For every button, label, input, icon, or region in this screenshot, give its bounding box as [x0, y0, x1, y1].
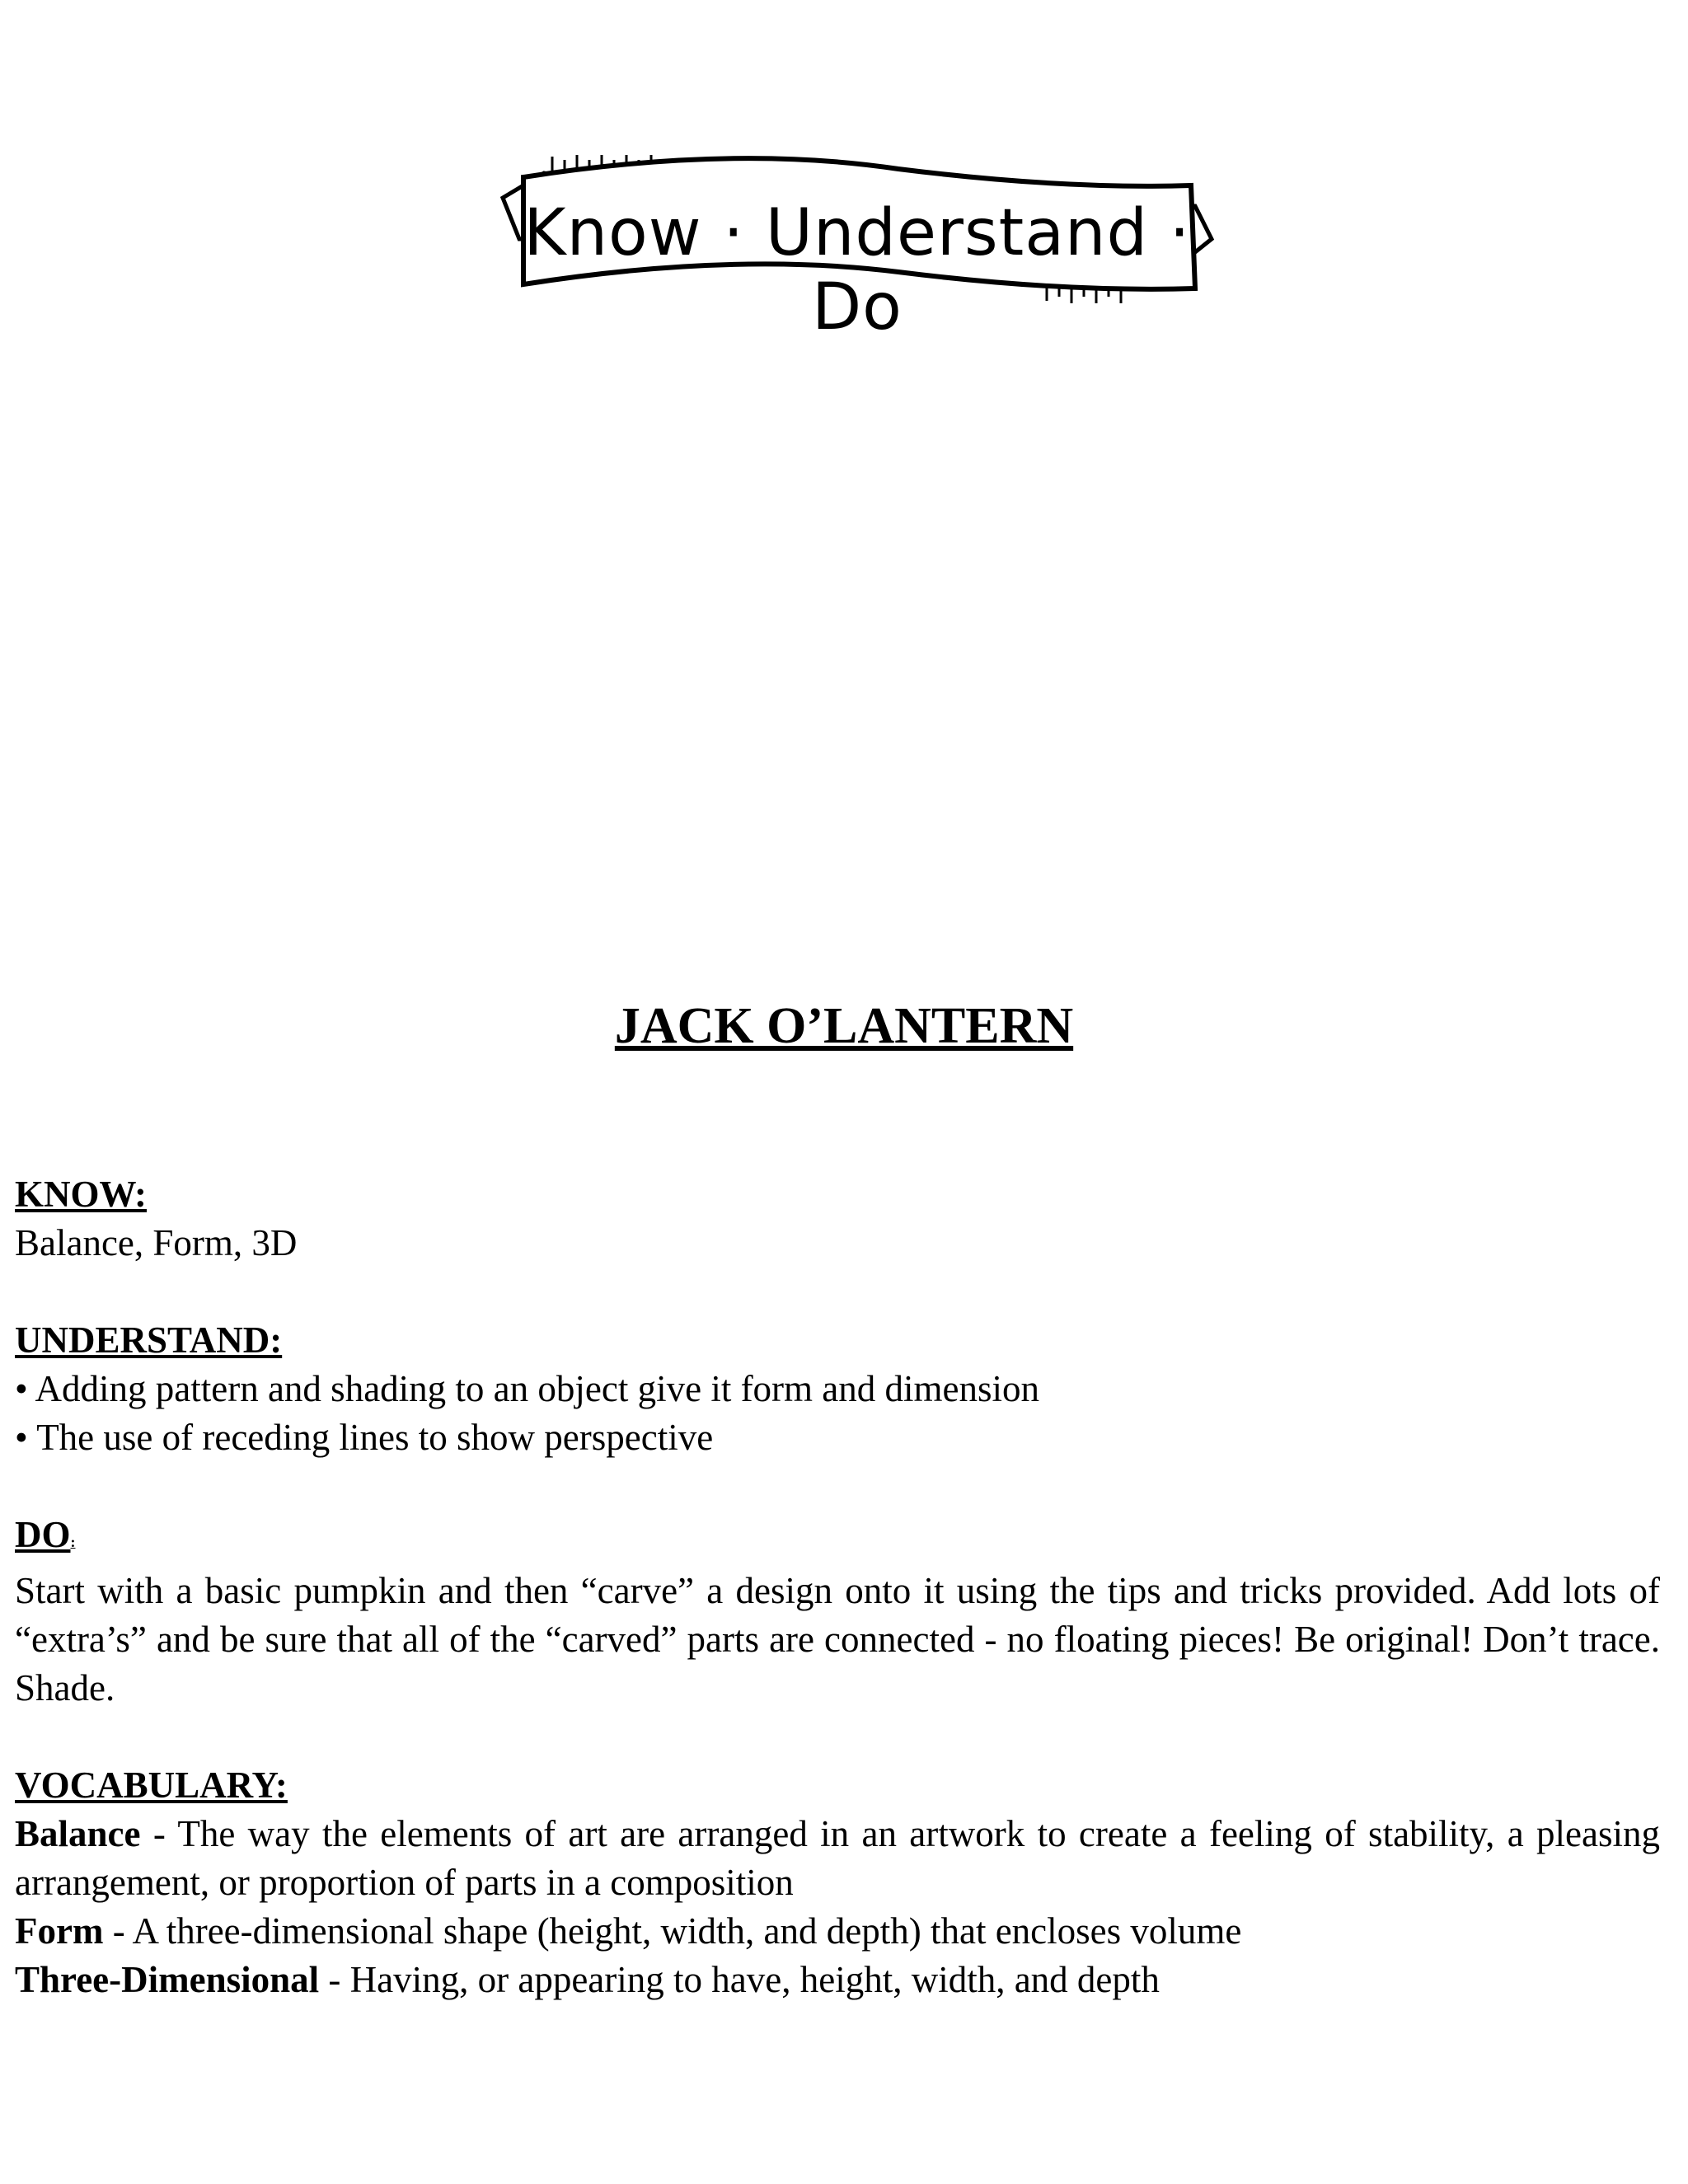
do-heading: DO	[15, 1514, 71, 1555]
vocab-term: Three-Dimensional	[15, 1959, 320, 2000]
do-heading-line	[15, 1511, 1660, 1567]
vocab-definition: - A three-dimensional shape (height, width, and depth) that encloses volume	[103, 1910, 1242, 1952]
vocab-definition: - Having, or appearing to have, height, width, and depth	[319, 1959, 1160, 2000]
understand-heading: UNDERSTAND:	[15, 1319, 283, 1361]
do-colon: :	[70, 1534, 76, 1550]
understand-item: • Adding pattern and shading to an object give it form and dimension	[15, 1368, 1040, 1409]
vocab-entry-three-dimensional	[15, 1956, 1660, 2004]
vocab-entry-balance	[15, 1810, 1660, 1907]
understand-item: • The use of receding lines to show perspective	[15, 1417, 714, 1458]
vocab-term: Balance	[15, 1813, 141, 1854]
know-text: Balance, Form, 3D	[15, 1222, 298, 1263]
banner-text: Know · Understand · Do	[523, 196, 1191, 344]
document-body	[15, 1170, 1660, 2004]
vocab-term: Form	[15, 1910, 104, 1952]
do-text: Start with a basic pumpkin and then “carve” a design onto it using the tips and tricks provided. Add lots of “extra’s” and be sure that all of the “carved” parts are connected - no floating pieces! Be original! Don’t trace. Shade.	[15, 1570, 1660, 1708]
vocab-entry-form	[15, 1907, 1660, 1956]
vocabulary-heading: VOCABULARY:	[15, 1765, 288, 1806]
know-heading: KNOW:	[15, 1174, 148, 1215]
vocab-definition: - The way the elements of art are arranged in an artwork to create a feeling of stability, a pleasing arrangement, or proportion of parts in a composition	[15, 1813, 1660, 1903]
know-understand-do-banner	[486, 148, 1228, 344]
page-title: JACK O’LANTERN	[614, 998, 1074, 1054]
